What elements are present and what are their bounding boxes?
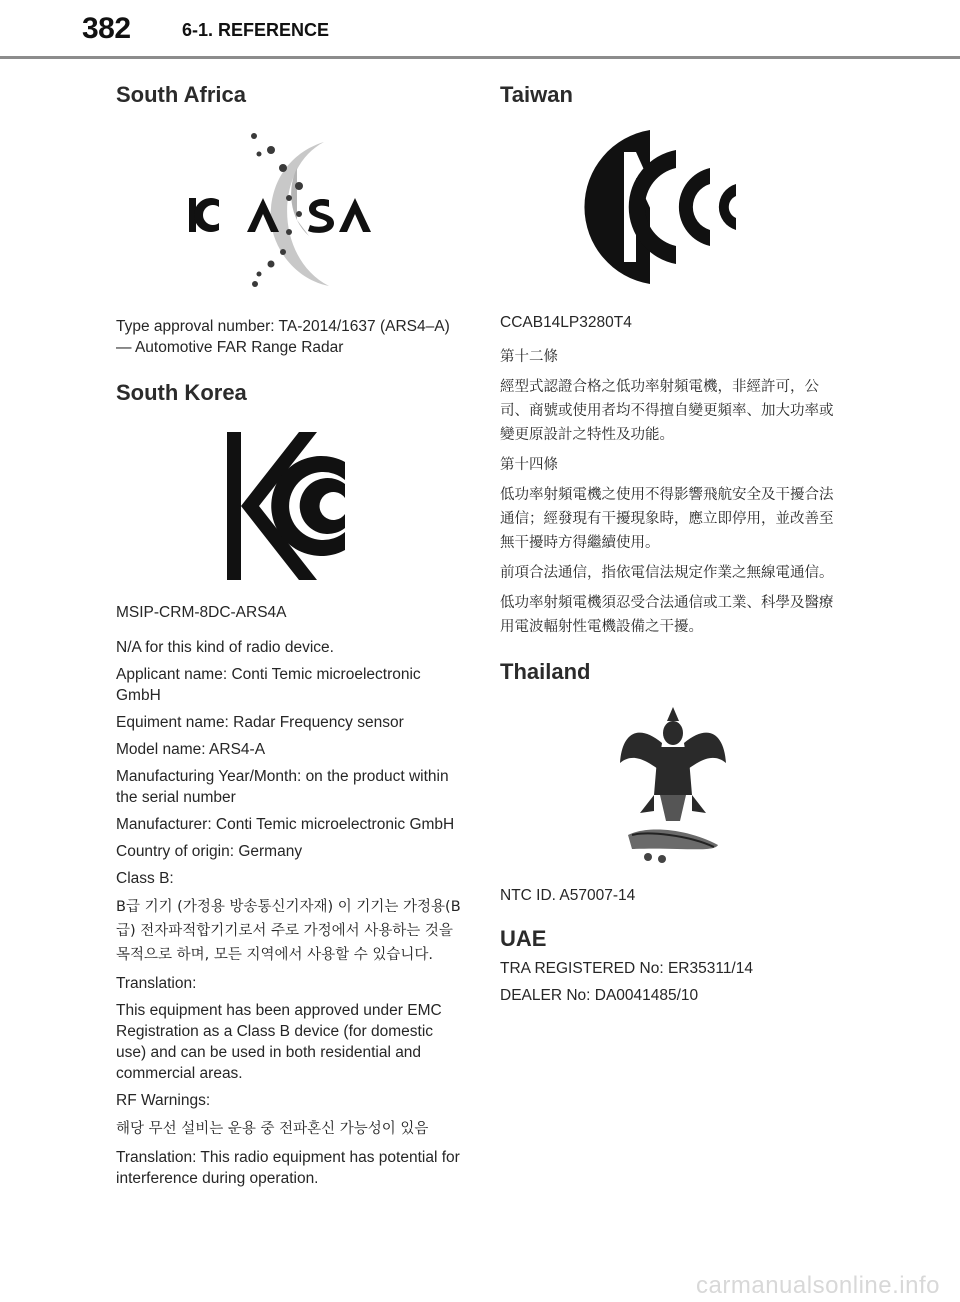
taiwan-content — [500, 312, 845, 639]
korea-paragraph: RF Warnings: — [116, 1092, 211, 1109]
korea-korean-text: 해당 무선 설비는 운용 중 전파혼신 가능성이 있음 — [116, 1121, 429, 1137]
thailand-garuda-emblem — [618, 703, 728, 873]
taiwan-chinese-text: 低功率射頻電機之使用不得影響飛航安全及干擾合法通信；經發現有干擾現象時，應立即停用，並改善至無干擾時方得繼續使用。 — [500, 487, 834, 551]
heading-south-africa: South Africa — [116, 82, 246, 107]
heading-thailand: Thailand — [500, 659, 591, 684]
icasa-logo — [179, 128, 399, 298]
south-africa-approval: Type approval number: TA-2014/1637 (ARS4–A) — Automotive FAR Range Radar — [116, 318, 450, 356]
korea-korean-text: B급 기기 (가정용 방송통신기자재) 이 기기는 가정용(B급) 전자파적합기기로서 주로 가정에서 사용하는 것을 목적으로 하며, 모든 지역에서 사용할 수 있습니다. — [116, 899, 461, 963]
taiwan-chinese-text: 經型式認證合格之低功率射頻電機，非經許可，公司、商號或使用者均不得擅自變更頻率、加大功率或變更原設計之特性及功能。 — [500, 379, 834, 443]
heading-uae: UAE — [500, 926, 547, 951]
right-column — [500, 82, 845, 1006]
thailand-ntc-id: NTC ID. A57007-14 — [500, 887, 636, 904]
korea-model-id: MSIP-CRM-8DC-ARS4A — [116, 604, 287, 621]
uae-tra-registered: TRA REGISTERED No: ER35311/14 — [500, 960, 753, 977]
korea-paragraph: Model name: ARS4-A — [116, 741, 266, 758]
korea-paragraph: N/A for this kind of radio device. — [116, 639, 334, 656]
korea-paragraph: Country of origin: Germany — [116, 843, 303, 860]
korea-paragraph: Translation: — [116, 975, 197, 992]
korea-paragraph: Class B: — [116, 870, 174, 887]
korea-paragraph: Translation: This radio equipment has potential for interference during operation. — [116, 1149, 460, 1187]
left-column — [116, 82, 461, 1189]
heading-south-korea: South Korea — [116, 380, 247, 405]
ncc-logo — [580, 122, 750, 292]
south-korea-content — [116, 602, 461, 1189]
taiwan-chinese-text: 低功率射頻電機須忍受合法通信或工業、科學及醫療用電波輻射性電機設備之干擾。 — [500, 595, 834, 635]
taiwan-article-heading: 第十四條 — [500, 457, 558, 473]
taiwan-article-heading: 第十二條 — [500, 349, 558, 365]
korea-paragraph: Equiment name: Radar Frequency sensor — [116, 714, 404, 731]
page-number: 382 — [82, 12, 131, 45]
korea-paragraph: Manufacturing Year/Month: on the product within the serial number — [116, 768, 449, 806]
taiwan-chinese-text: 前項合法通信，指依電信法規定作業之無線電通信。 — [500, 565, 834, 581]
uae-dealer-number: DEALER No: DA0041485/10 — [500, 987, 699, 1004]
page-header — [0, 0, 960, 59]
korea-paragraph: This equipment has been approved under EMC Registration as a Class B device (for domestic use) and can be used in both residential and commercial areas. — [116, 1002, 442, 1082]
korea-paragraph: Manufacturer: Conti Temic microelectronic GmbH — [116, 816, 455, 833]
heading-taiwan: Taiwan — [500, 82, 573, 107]
korea-paragraph: Applicant name: Conti Temic microelectronic GmbH — [116, 666, 421, 704]
kc-logo — [219, 426, 359, 586]
taiwan-model-id: CCAB14LP3280T4 — [500, 314, 632, 331]
watermark: carmanualsonline.info — [696, 1272, 940, 1299]
section-title: 6-1. REFERENCE — [182, 20, 330, 40]
